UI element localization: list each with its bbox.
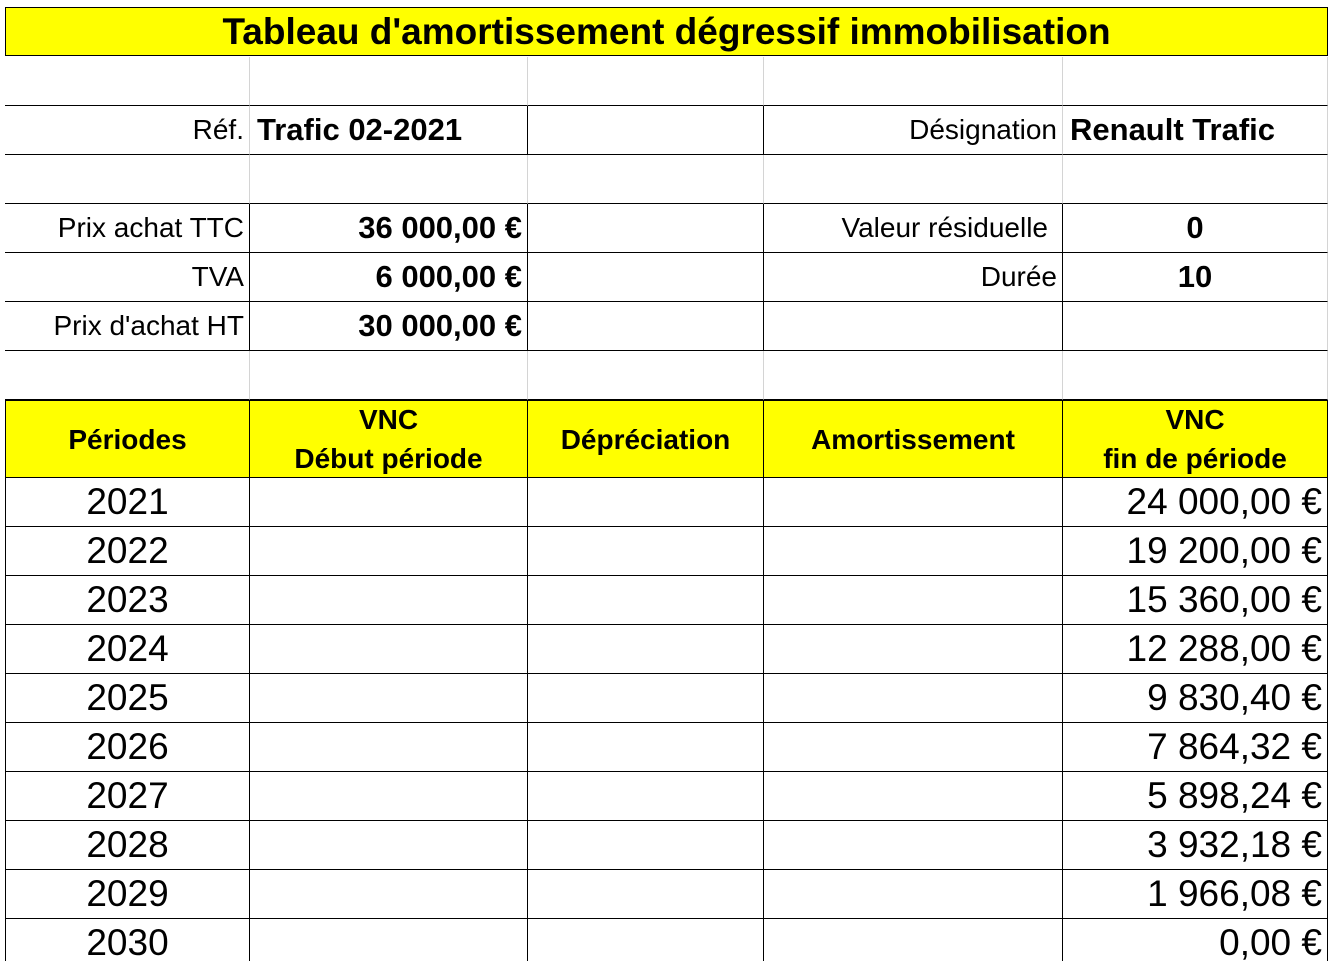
cell[interactable]: [528, 155, 764, 204]
table-row: [5, 625, 1328, 674]
depreciation-cell[interactable]: [528, 919, 764, 961]
cell[interactable]: [250, 57, 528, 106]
depreciation-cell[interactable]: [528, 821, 764, 870]
depreciation-cell[interactable]: [528, 576, 764, 625]
depreciation-cell[interactable]: [528, 625, 764, 674]
vnc-debut-cell[interactable]: [250, 772, 528, 821]
cell[interactable]: [764, 155, 1063, 204]
blank-row: [5, 351, 1328, 400]
header-periodes-label: Périodes: [68, 423, 187, 455]
table-row: [5, 919, 1328, 961]
vnc-debut-cell[interactable]: [250, 527, 528, 576]
cell[interactable]: [528, 204, 764, 253]
periode-cell[interactable]: 2029: [5, 870, 250, 919]
periode-cell[interactable]: 2027: [5, 772, 250, 821]
vnc-fin-cell[interactable]: 1 966,08 €: [1063, 870, 1328, 919]
cell[interactable]: [764, 302, 1063, 351]
valeur-residuelle-label[interactable]: Valeur résiduelle: [764, 204, 1063, 253]
table-header: [5, 400, 1328, 478]
header-amortissement[interactable]: [764, 401, 1063, 478]
cell[interactable]: [528, 351, 764, 400]
cell[interactable]: [764, 351, 1063, 400]
depreciation-cell[interactable]: [528, 674, 764, 723]
cell[interactable]: [528, 57, 764, 106]
vnc-debut-cell[interactable]: [250, 576, 528, 625]
designation-value[interactable]: Renault Trafic: [1063, 106, 1328, 155]
table-row: [5, 723, 1328, 772]
cell[interactable]: [5, 351, 250, 400]
vnc-debut-cell[interactable]: [250, 919, 528, 961]
depreciation-cell[interactable]: [528, 723, 764, 772]
vnc-debut-cell[interactable]: [250, 674, 528, 723]
designation-label[interactable]: Désignation: [764, 106, 1063, 155]
amortissement-cell[interactable]: [764, 674, 1063, 723]
amortissement-cell[interactable]: [764, 723, 1063, 772]
header-vnc-debut[interactable]: [250, 401, 528, 478]
cell[interactable]: [528, 253, 764, 302]
header-vnc-fin[interactable]: [1063, 401, 1328, 478]
periode-cell[interactable]: 2025: [5, 674, 250, 723]
cell[interactable]: [528, 302, 764, 351]
table-row: [5, 576, 1328, 625]
duree-value[interactable]: 10: [1063, 253, 1328, 302]
tva-value[interactable]: 6 000,00 €: [250, 253, 528, 302]
periode-cell[interactable]: 2028: [5, 821, 250, 870]
periode-cell[interactable]: 2024: [5, 625, 250, 674]
periode-cell[interactable]: 2022: [5, 527, 250, 576]
vnc-fin-cell[interactable]: 24 000,00 €: [1063, 478, 1328, 527]
vnc-fin-cell[interactable]: 19 200,00 €: [1063, 527, 1328, 576]
header-vnc-debut-line1: VNC: [358, 404, 419, 435]
header-vnc-fin-line2: fin de période: [1103, 443, 1287, 474]
header-periodes[interactable]: [5, 401, 250, 478]
amortissement-cell[interactable]: [764, 919, 1063, 961]
header-depreciation-label: Dépréciation: [560, 423, 731, 455]
prix-ttc-label[interactable]: Prix achat TTC: [5, 204, 250, 253]
duree-label[interactable]: Durée: [764, 253, 1063, 302]
table-row: [5, 478, 1328, 527]
depreciation-cell[interactable]: [528, 870, 764, 919]
vnc-fin-cell[interactable]: 5 898,24 €: [1063, 772, 1328, 821]
cell[interactable]: [250, 155, 528, 204]
amortissement-cell[interactable]: [764, 772, 1063, 821]
amortissement-cell[interactable]: [764, 870, 1063, 919]
prix-ht-label[interactable]: Prix d'achat HT: [5, 302, 250, 351]
ref-row: [5, 106, 1328, 155]
header-vnc-fin-line1: VNC: [1165, 404, 1225, 435]
vnc-fin-cell[interactable]: 15 360,00 €: [1063, 576, 1328, 625]
blank-row: [5, 57, 1328, 106]
vnc-debut-cell[interactable]: [250, 625, 528, 674]
periode-cell[interactable]: 2026: [5, 723, 250, 772]
amortissement-cell[interactable]: [764, 625, 1063, 674]
vnc-fin-cell[interactable]: 7 864,32 €: [1063, 723, 1328, 772]
blank-row: [5, 155, 1328, 204]
ref-label[interactable]: Réf.: [5, 106, 250, 155]
valeur-residuelle-value[interactable]: 0: [1063, 204, 1328, 253]
depreciation-cell[interactable]: [528, 772, 764, 821]
table-row: [5, 772, 1328, 821]
table-row: [5, 674, 1328, 723]
cell[interactable]: [528, 106, 764, 155]
cell[interactable]: [5, 57, 250, 106]
vnc-fin-cell[interactable]: 3 932,18 €: [1063, 821, 1328, 870]
prix-ttc-value[interactable]: 36 000,00 €: [250, 204, 528, 253]
vnc-debut-cell[interactable]: [250, 821, 528, 870]
cell[interactable]: [1063, 57, 1328, 106]
cell[interactable]: [1063, 155, 1328, 204]
prix-ht-value[interactable]: 30 000,00 €: [250, 302, 528, 351]
amortissement-cell[interactable]: [764, 478, 1063, 527]
ref-value[interactable]: Trafic 02-2021: [250, 106, 528, 155]
vnc-debut-cell[interactable]: [250, 723, 528, 772]
cell[interactable]: [1063, 302, 1328, 351]
prix-ht-row: [5, 302, 1328, 351]
depreciation-cell[interactable]: [528, 478, 764, 527]
table-row: [5, 821, 1328, 870]
header-depreciation[interactable]: [528, 401, 764, 478]
table-row: [5, 527, 1328, 576]
prix-ttc-row: [5, 204, 1328, 253]
sheet-title[interactable]: Tableau d'amortissement dégressif immobilisation: [5, 7, 1328, 56]
amortissement-cell[interactable]: [764, 527, 1063, 576]
amortissement-cell[interactable]: [764, 576, 1063, 625]
periode-cell[interactable]: 2030: [5, 919, 250, 961]
cell[interactable]: [764, 57, 1063, 106]
tva-label[interactable]: TVA: [5, 253, 250, 302]
amortissement-cell[interactable]: [764, 821, 1063, 870]
vnc-fin-cell[interactable]: 12 288,00 €: [1063, 625, 1328, 674]
vnc-fin-cell[interactable]: 0,00 €: [1063, 919, 1328, 961]
table-row: [5, 870, 1328, 919]
tva-row: [5, 253, 1328, 302]
cell[interactable]: [1063, 351, 1328, 400]
cell[interactable]: [250, 351, 528, 400]
vnc-debut-cell[interactable]: [250, 478, 528, 527]
header-amortissement-label: Amortissement: [811, 423, 1015, 455]
vnc-fin-cell[interactable]: 9 830,40 €: [1063, 674, 1328, 723]
periode-cell[interactable]: 2023: [5, 576, 250, 625]
periode-cell[interactable]: 2021: [5, 478, 250, 527]
vnc-debut-cell[interactable]: [250, 870, 528, 919]
cell[interactable]: [5, 155, 250, 204]
header-vnc-debut-line2: Début période: [294, 443, 483, 474]
depreciation-cell[interactable]: [528, 527, 764, 576]
